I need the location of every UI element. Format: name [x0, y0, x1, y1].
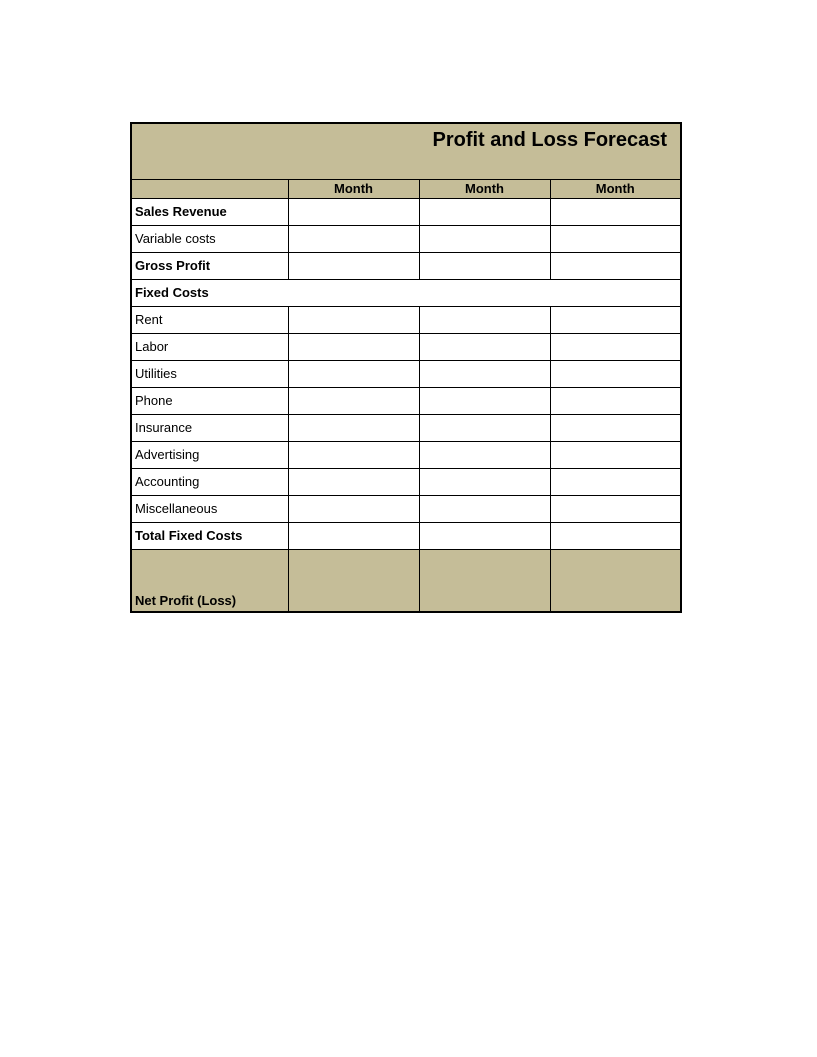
accounting-month-2-cell[interactable]: [419, 468, 550, 495]
insurance-month-3-cell[interactable]: [550, 414, 681, 441]
miscellaneous-month-1-cell[interactable]: [288, 495, 419, 522]
table-row-sales-revenue: [131, 198, 681, 225]
table-row-total-fixed-costs: [131, 522, 681, 549]
table-row-gross-profit: [131, 252, 681, 279]
fixed-costs-section-header-row: [131, 279, 681, 306]
accounting-month-3-cell[interactable]: [550, 468, 681, 495]
table-row-insurance: [131, 414, 681, 441]
insurance-month-1-cell[interactable]: [288, 414, 419, 441]
variable-costs-month-3-cell[interactable]: [550, 225, 681, 252]
utilities-month-2-cell[interactable]: [419, 360, 550, 387]
utilities-month-3-cell[interactable]: [550, 360, 681, 387]
row-label-miscellaneous: Miscellaneous: [131, 495, 288, 522]
miscellaneous-month-2-cell[interactable]: [419, 495, 550, 522]
month-header-1: Month: [288, 179, 419, 198]
table-row-advertising: [131, 441, 681, 468]
total-fixed-costs-month-1-cell[interactable]: [288, 522, 419, 549]
sales-revenue-month-3-cell[interactable]: [550, 198, 681, 225]
utilities-month-1-cell[interactable]: [288, 360, 419, 387]
advertising-month-3-cell[interactable]: [550, 441, 681, 468]
phone-month-2-cell[interactable]: [419, 387, 550, 414]
variable-costs-month-1-cell[interactable]: [288, 225, 419, 252]
row-label-net-profit: Net Profit (Loss): [131, 549, 288, 612]
insurance-month-2-cell[interactable]: [419, 414, 550, 441]
table-row-accounting: [131, 468, 681, 495]
net-profit-month-3-cell[interactable]: [550, 549, 681, 612]
variable-costs-month-2-cell[interactable]: [419, 225, 550, 252]
page-title: Profit and Loss Forecast: [131, 123, 681, 179]
gross-profit-month-1-cell[interactable]: [288, 252, 419, 279]
row-label-variable-costs: Variable costs: [131, 225, 288, 252]
row-label-accounting: Accounting: [131, 468, 288, 495]
profit-loss-table: [130, 122, 682, 613]
table-row-variable-costs: [131, 225, 681, 252]
labor-month-1-cell[interactable]: [288, 333, 419, 360]
gross-profit-month-3-cell[interactable]: [550, 252, 681, 279]
month-header-2: Month: [419, 179, 550, 198]
rent-month-3-cell[interactable]: [550, 306, 681, 333]
row-label-labor: Labor: [131, 333, 288, 360]
row-label-advertising: Advertising: [131, 441, 288, 468]
row-label-gross-profit: Gross Profit: [131, 252, 288, 279]
table-row-net-profit: [131, 549, 681, 612]
title-row: [131, 123, 681, 179]
table-row-miscellaneous: [131, 495, 681, 522]
labor-month-3-cell[interactable]: [550, 333, 681, 360]
table-row-phone: [131, 387, 681, 414]
row-label-sales-revenue: Sales Revenue: [131, 198, 288, 225]
row-label-insurance: Insurance: [131, 414, 288, 441]
table-row-labor: [131, 333, 681, 360]
sales-revenue-month-1-cell[interactable]: [288, 198, 419, 225]
month-header-row: [131, 179, 681, 198]
rent-month-1-cell[interactable]: [288, 306, 419, 333]
miscellaneous-month-3-cell[interactable]: [550, 495, 681, 522]
row-label-phone: Phone: [131, 387, 288, 414]
row-label-total-fixed-costs: Total Fixed Costs: [131, 522, 288, 549]
total-fixed-costs-month-3-cell[interactable]: [550, 522, 681, 549]
advertising-month-1-cell[interactable]: [288, 441, 419, 468]
month-header-3: Month: [550, 179, 681, 198]
rent-month-2-cell[interactable]: [419, 306, 550, 333]
fixed-costs-section-header: Fixed Costs: [131, 279, 681, 306]
phone-month-3-cell[interactable]: [550, 387, 681, 414]
row-label-utilities: Utilities: [131, 360, 288, 387]
table-row-rent: [131, 306, 681, 333]
table-row-utilities: [131, 360, 681, 387]
corner-header-cell: [131, 179, 288, 198]
sales-revenue-month-2-cell[interactable]: [419, 198, 550, 225]
advertising-month-2-cell[interactable]: [419, 441, 550, 468]
total-fixed-costs-month-2-cell[interactable]: [419, 522, 550, 549]
accounting-month-1-cell[interactable]: [288, 468, 419, 495]
gross-profit-month-2-cell[interactable]: [419, 252, 550, 279]
net-profit-month-1-cell[interactable]: [288, 549, 419, 612]
row-label-rent: Rent: [131, 306, 288, 333]
phone-month-1-cell[interactable]: [288, 387, 419, 414]
net-profit-month-2-cell[interactable]: [419, 549, 550, 612]
labor-month-2-cell[interactable]: [419, 333, 550, 360]
